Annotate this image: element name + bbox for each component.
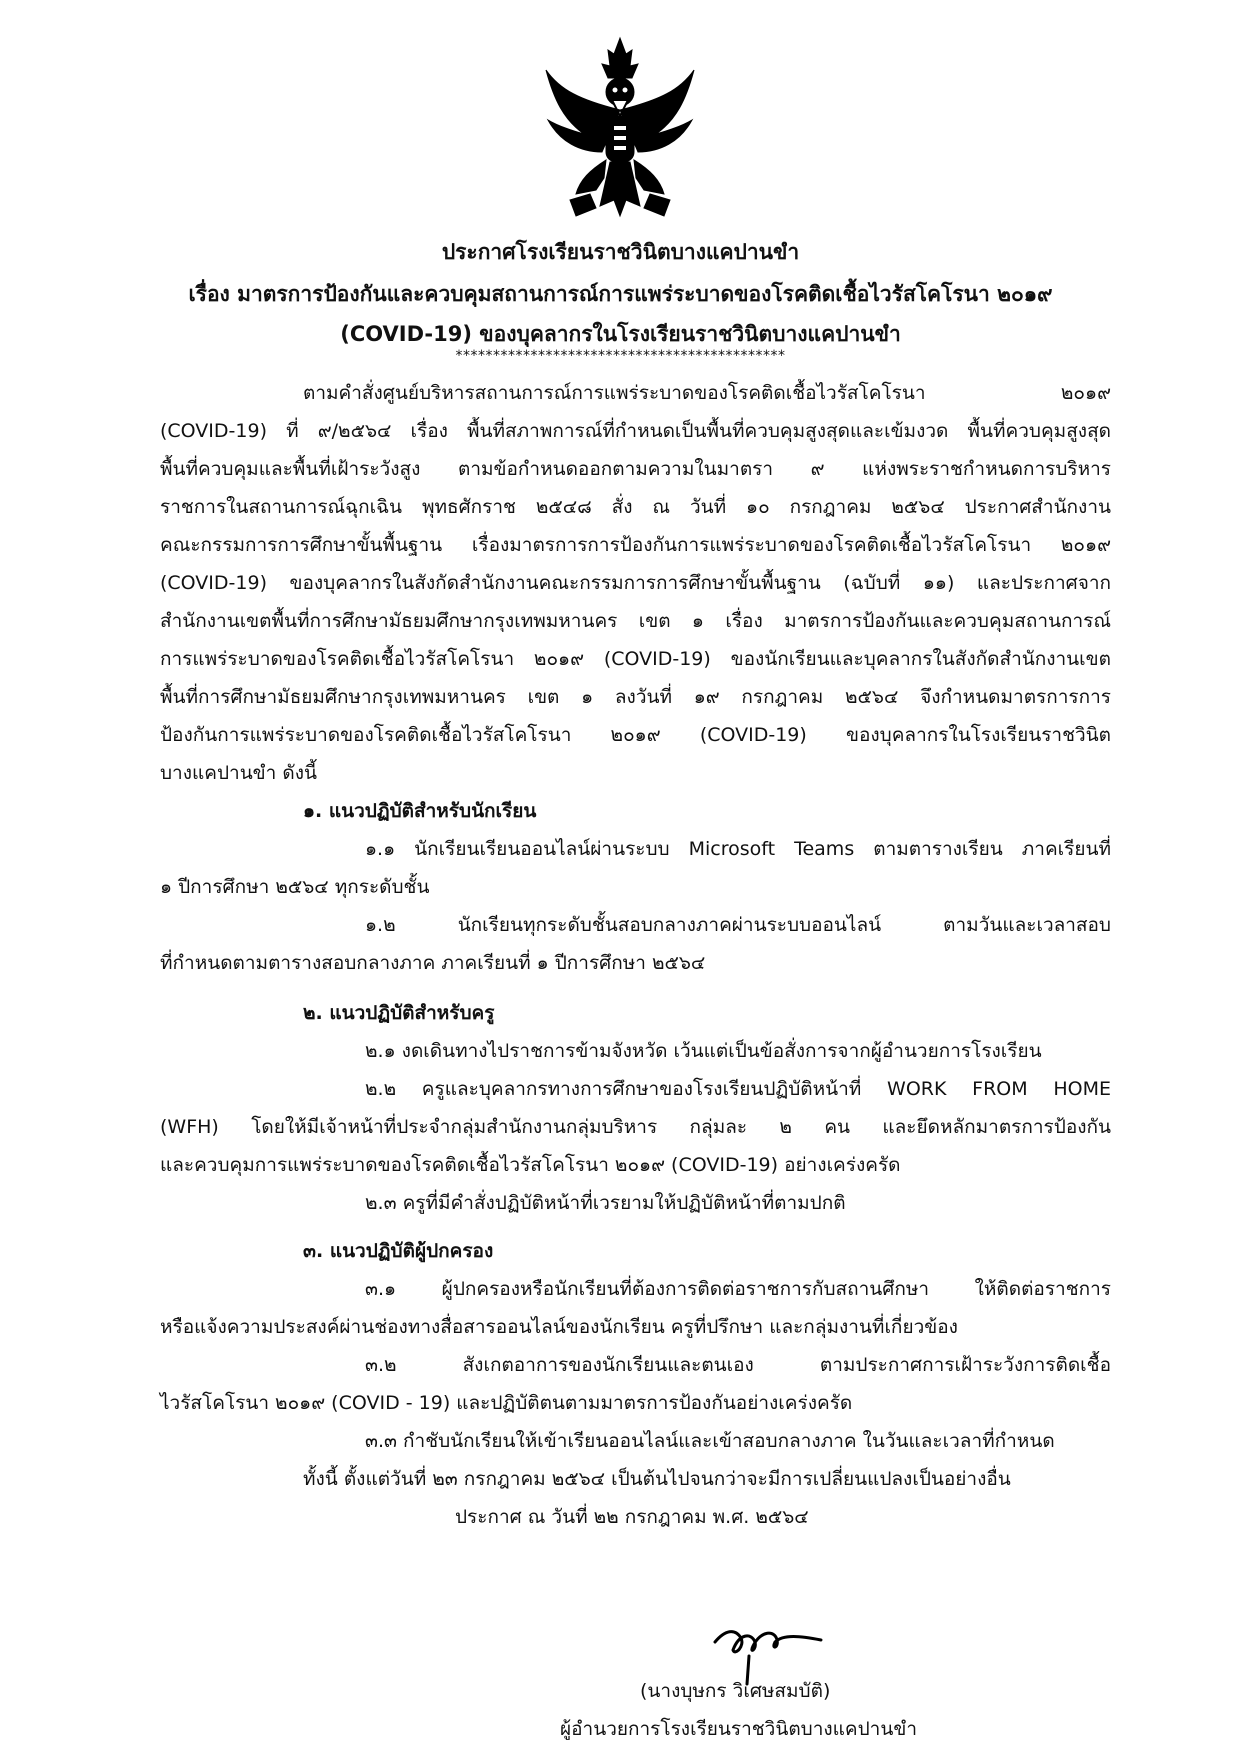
announcement-subject-cont: (COVID-19) ของบุคลากรในโรงเรียนราชวินิตบางแคปานขำ [340,322,901,346]
intro-line: (COVID-19) ของบุคลากรในสังกัดสำนักงานคณะกรรมการการศึกษาขั้นพื้นฐาน (ฉบับที่ ๑๑) และประกาศจาก [160,572,1111,594]
intro-line: ป้องกันการแพร่ระบาดของโรคติดเชื้อไวรัสโคโรนา ๒๐๑๙ (COVID-19) ของบุคลากรในโรงเรียนราชวินิต [160,724,1111,746]
announcement-date: ประกาศ ณ วันที่ ๒๒ กรกฎาคม พ.ศ. ๒๕๖๔ [455,1506,809,1528]
section-item: และควบคุมการแพร่ระบาดของโรคติดเชื้อไวรัสโคโรนา ๒๐๑๙ (COVID-19) อย่างเคร่งครัด [160,1154,901,1176]
signatory-name: (นางบุษกร วิเศษสมบัติ) [640,1680,831,1702]
intro-line: การแพร่ระบาดของโรคติดเชื้อไวรัสโคโรนา ๒๐๑๙ (COVID-19) ของนักเรียนและบุคลากรในสังกัดสำนักงานเขต [160,648,1111,670]
section-item: ๓.๑ ผู้ปกครองหรือนักเรียนที่ต้องการติดต่อราชการกับสถานศึกษา ให้ติดต่อราชการ [365,1278,1111,1300]
section-heading: ๑. แนวปฏิบัติสำหรับนักเรียน [303,800,537,822]
separator-line: ******************************************** [455,348,786,364]
effective-date-text: ทั้งนี้ ตั้งแต่วันที่ ๒๓ กรกฎาคม ๒๕๖๔ เป็นต้นไปจนกว่าจะมีการเปลี่ยนแปลงเป็นอย่างอื่น [303,1468,1011,1490]
section-item: หรือแจ้งความประสงค์ผ่านช่องทางสื่อสารออนไลน์ของนักเรียน ครูที่ปรึกษา และกลุ่มงานที่เกี่ยวข้อง [160,1316,958,1338]
section-heading: ๓. แนวปฏิบัติผู้ปกครอง [303,1240,494,1262]
section-item: ๑ ปีการศึกษา ๒๕๖๔ ทุกระดับชั้น [160,876,430,898]
section-item: ที่กำหนดตามตารางสอบกลางภาค ภาคเรียนที่ ๑ ปีการศึกษา ๒๕๖๔ [160,952,706,974]
announcement-subject: เรื่อง มาตรการป้องกันและควบคุมสถานการณ์การแพร่ระบาดของโรคติดเชื้อไวรัสโคโรนา ๒๐๑๙ [188,282,1053,306]
intro-line: บางแคปานขำ ดังนี้ [160,762,317,784]
announcement-title: ประกาศโรงเรียนราชวินิตบางแคปานขำ [441,240,800,264]
intro-line: (COVID-19) ที่ ๙/๒๕๖๔ เรื่อง พื้นที่สภาพการณ์ที่กำหนดเป็นพื้นที่ควบคุมสูงสุดและเข้มงวด พื้นที่ควบคุมสูงสุด [160,420,1111,442]
intro-line: สำนักงานเขตพื้นที่การศึกษามัธยมศึกษากรุงเทพมหานคร เขต ๑ เรื่อง มาตรการป้องกันและควบคุมสถานการณ์ [160,610,1111,632]
section-item: ๓.๒ สังเกตอาการของนักเรียนและตนเอง ตามประกาศการเฝ้าระวังการติดเชื้อ [365,1354,1111,1376]
section-item: ๒.๑ งดเดินทางไปราชการข้ามจังหวัด เว้นแต่เป็นข้อสั่งการจากผู้อำนวยการโรงเรียน [365,1040,1042,1062]
intro-line: พื้นที่ควบคุมและพื้นที่เฝ้าระวังสูง ตามข้อกำหนดออกตามความในมาตรา ๙ แห่งพระราชกำหนดการบริหาร [160,458,1111,480]
section-item: ไวรัสโคโรนา ๒๐๑๙ (COVID - 19) และปฏิบัติตนตามมาตรการป้องกันอย่างเคร่งครัด [160,1392,853,1414]
signatory-position: ผู้อำนวยการโรงเรียนราชวินิตบางแคปานขำ [560,1718,917,1740]
section-heading: ๒. แนวปฏิบัติสำหรับครู [303,1002,495,1024]
section-item: (WFH) โดยให้มีเจ้าหน้าที่ประจำกลุ่มสำนักงานกลุ่มบริหาร กลุ่มละ ๒ คน และยึดหลักมาตรการป้องกัน [160,1116,1111,1138]
section-item: ๑.๒ นักเรียนทุกระดับชั้นสอบกลางภาคผ่านระบบออนไลน์ ตามวันและเวลาสอบ [365,914,1111,936]
section-item: ๒.๒ ครูและบุคลากรทางการศึกษาของโรงเรียนปฏิบัติหน้าที่ WORK FROM HOME [365,1078,1111,1100]
intro-line: ราชการในสถานการณ์ฉุกเฉิน พุทธศักราช ๒๕๔๘ สั่ง ณ วันที่ ๑๐ กรกฎาคม ๒๕๖๔ ประกาศสำนักงาน [160,496,1111,518]
intro-line: ตามคำสั่งศูนย์บริหารสถานการณ์การแพร่ระบาดของโรคติดเชื้อไวรัสโคโรนา ๒๐๑๙ [303,382,1111,404]
intro-line: พื้นที่การศึกษามัธยมศึกษากรุงเทพมหานคร เขต ๑ ลงวันที่ ๑๙ กรกฎาคม ๒๕๖๔ จึงกำหนดมาตรการการ [160,686,1111,708]
intro-line: คณะกรรมการการศึกษาขั้นพื้นฐาน เรื่องมาตรการการป้องกันการแพร่ระบาดของโรคติดเชื้อไวรัสโคโรนา ๒๐๑๙ [160,534,1111,556]
section-item: ๓.๓ กำชับนักเรียนให้เข้าเรียนออนไลน์และเข้าสอบกลางภาค ในวันและเวลาที่กำหนด [365,1430,1055,1452]
section-item: ๑.๑ นักเรียนเรียนออนไลน์ผ่านระบบ Microsoft Teams ตามตารางเรียน ภาคเรียนที่ [365,838,1111,860]
section-item: ๒.๓ ครูที่มีคำสั่งปฏิบัติหน้าที่เวรยามให้ปฏิบัติหน้าที่ตามปกติ [365,1192,846,1214]
garuda-emblem [540,30,700,230]
